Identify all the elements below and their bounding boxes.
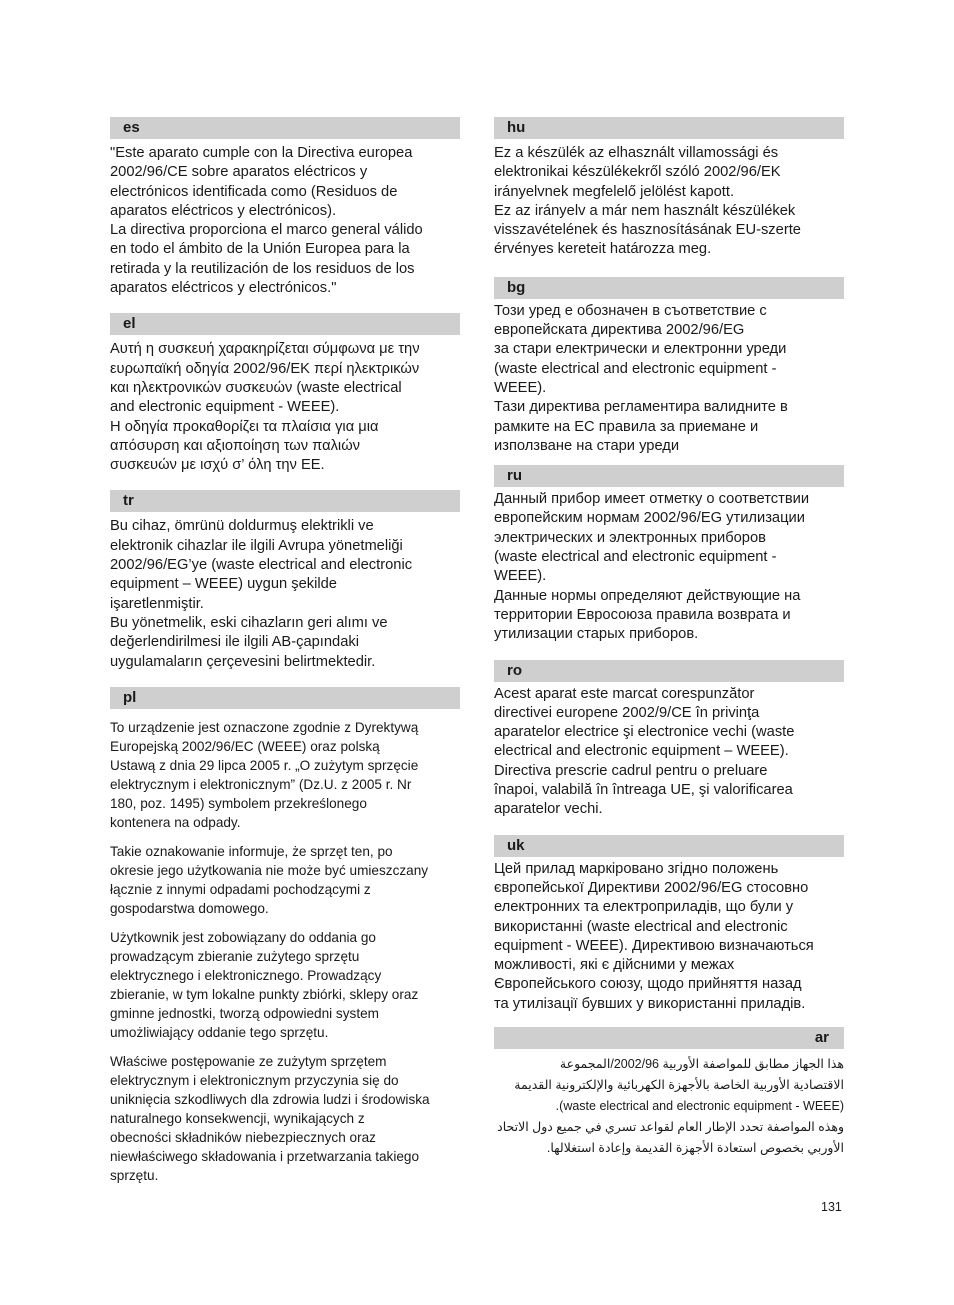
section-header-ar: ar	[494, 1027, 844, 1049]
section-text-bg: Този уред е обозначен в съответствие с европейската директива 2002/96/EG за стари електрически и електронни уреди (waste electrical and electronic equipment - WEEE). Тази директива регламентира валидните в рамките на ЕС правила за приемане и използване на стари уреди	[494, 302, 788, 454]
section-bg	[494, 277, 844, 456]
section-header-uk: uk	[494, 835, 844, 857]
section-text-ar: هذا الجهاز مطابق للمواصفة الأوربية 2002/96/المجموعة الاقتصادية الأوربية الخاصة بالأجهزة الكهربائية والإلكترونية القديمة (waste electrical and electronic equipment - WEEE). وهذه المواصفة تحدد الإطار العام لقواعد تسري في جميع دول الاتحاد الأوربي بخصوص استعادة الأجهزة القديمة وإعادة استغلالها.	[497, 1056, 844, 1155]
section-header-el: el	[110, 313, 460, 335]
section-tr	[110, 490, 460, 671]
section-text-hu: Ez a készülék az elhasznált villamossági és elektronikai készülékekről szóló 2002/96/EK irányelvnek megfelelő jelölést kapott. Ez az irányelv a már nem használt készülékek visszavételének és hasznosításának EU-szerte érvényes kereteit határozza meg.	[494, 145, 801, 258]
section-header-ro: ro	[494, 660, 844, 682]
section-text-ro: Acest aparat este marcat corespunzător directivei europene 2002/9/CE în privinţa aparatelor electrice şi electronice vechi (waste electrical and electronic equipment – WEEE). Directiva prescrie cadrul pentru o preluare înapoi, valabilă în întreaga UE, şi valorificarea aparatelor vechi.	[494, 685, 795, 818]
section-text-pl-3: Użytkownik jest zobowiązany do oddania go prowadzącym zbieranie zużytego sprzętu elektrycznego i elektronicznego. Prowadzący zbieranie, w tym lokalne punkty zbiórki, sklepy oraz gminne jednostki, tworzą odpowiedni system umożliwiający oddanie tego sprzętu.	[110, 929, 419, 1040]
right-column	[494, 117, 844, 1159]
section-header-tr: tr	[110, 490, 460, 512]
section-header-bg: bg	[494, 277, 844, 299]
section-text-pl-1: To urządzenie jest oznaczone zgodnie z Dyrektywą Europejską 2002/96/EC (WEEE) oraz polską Ustawą z dnia 29 lipca 2005 r. „O zużytym sprzęcie elektrycznym i elektronicznym” (Dz.U. z 2005 r. Nr 180, poz. 1495) symbolem przekreślonego kontenera na odpady.	[110, 719, 419, 830]
section-text-es: "Este aparato cumple con la Directiva europea 2002/96/CE sobre aparatos eléctricos y electrónicos identificada como (Residuos de aparatos eléctricos y electrónicos). La directiva proporciona el marco general válido en todo el ámbito de la Unión Europea para la retirada y la reutilización de los residuos de los aparatos eléctricos y electrónicos."	[110, 145, 423, 297]
section-text-uk: Цей прилад маркіровано згідно положень європейської Директиви 2002/96/EG стосовно електронних та електроприладів, що були у використанні (waste electrical and electronic equipment - WEEE). Директивою визначаються можливості, які є дійсними у межах Європейського союзу, щодо прийняття назад та утилізації бувших у використанні приладів.	[494, 860, 814, 1012]
section-text-el: Αυτή η συσκευή χαρακηρίζεται σύμφωνα με την ευρωπαϊκή οδηγία 2002/96/ΕΚ περί ηλεκτρικών και ηλεκτρονικών συσκευών (waste electrical and electronic equipment - WEEE). Η οδηγία προκαθορίζει τα πλαίσια για μια απόσυρση και αξιοποίηση των παλιών συσκευών με ισχύ σ’ όλη την ΕΕ.	[110, 341, 420, 474]
section-uk	[494, 835, 844, 1014]
left-column	[110, 117, 460, 1185]
section-es	[110, 117, 460, 298]
section-header-hu: hu	[494, 117, 844, 139]
section-hu	[494, 117, 844, 260]
section-el	[110, 313, 460, 475]
section-text-pl-4: Właściwe postępowanie ze zużytym sprzętem elektrycznym i elektronicznym przyczynia się do uniknięcia szkodliwych dla zdrowia ludzi i środowiska naturalnego konsekwencji, wynikających z obecności składników niebezpiecznych oraz niewłaściwego składowania i przetwarzania takiego sprzętu.	[110, 1053, 430, 1183]
section-header-es: es	[110, 117, 460, 139]
section-ru	[494, 465, 844, 644]
section-ro	[494, 660, 844, 820]
section-text-ru: Данный прибор имеет отметку о соответствии европейским нормам 2002/96/EG утилизации электрических и электронных приборов (waste electrical and electronic equipment - WEEE). Данные нормы определяют действующие на территории Евросоюза правила возврата и утилизации старых приборов.	[494, 491, 810, 643]
section-text-tr: Bu cihaz, ömrünü doldurmuş elektrikli ve elektronik cihazlar ile ilgili Avrupa yönetmeliği 2002/96/EG’ye (waste electrical and electronic equipment – WEEE) uygun şekilde işaretlenmiştir. Bu yönetmelik, eski cihazların geri alımı ve değerlendirilmesi ile ilgili AB-çapındaki uygulamaların çerçevesini belirtmektedir.	[110, 518, 413, 670]
section-ar	[494, 1027, 844, 1159]
section-header-ru: ru	[494, 465, 844, 487]
page-number: 131	[821, 1200, 842, 1214]
section-text-pl-2: Takie oznakowanie informuje, że sprzęt ten, po okresie jego użytkowania nie może być umieszczany łącznie z innymi odpadami pochodzącymi z gospodarstwa domowego.	[110, 843, 429, 916]
section-pl	[110, 687, 460, 1185]
section-header-pl: pl	[110, 687, 460, 709]
